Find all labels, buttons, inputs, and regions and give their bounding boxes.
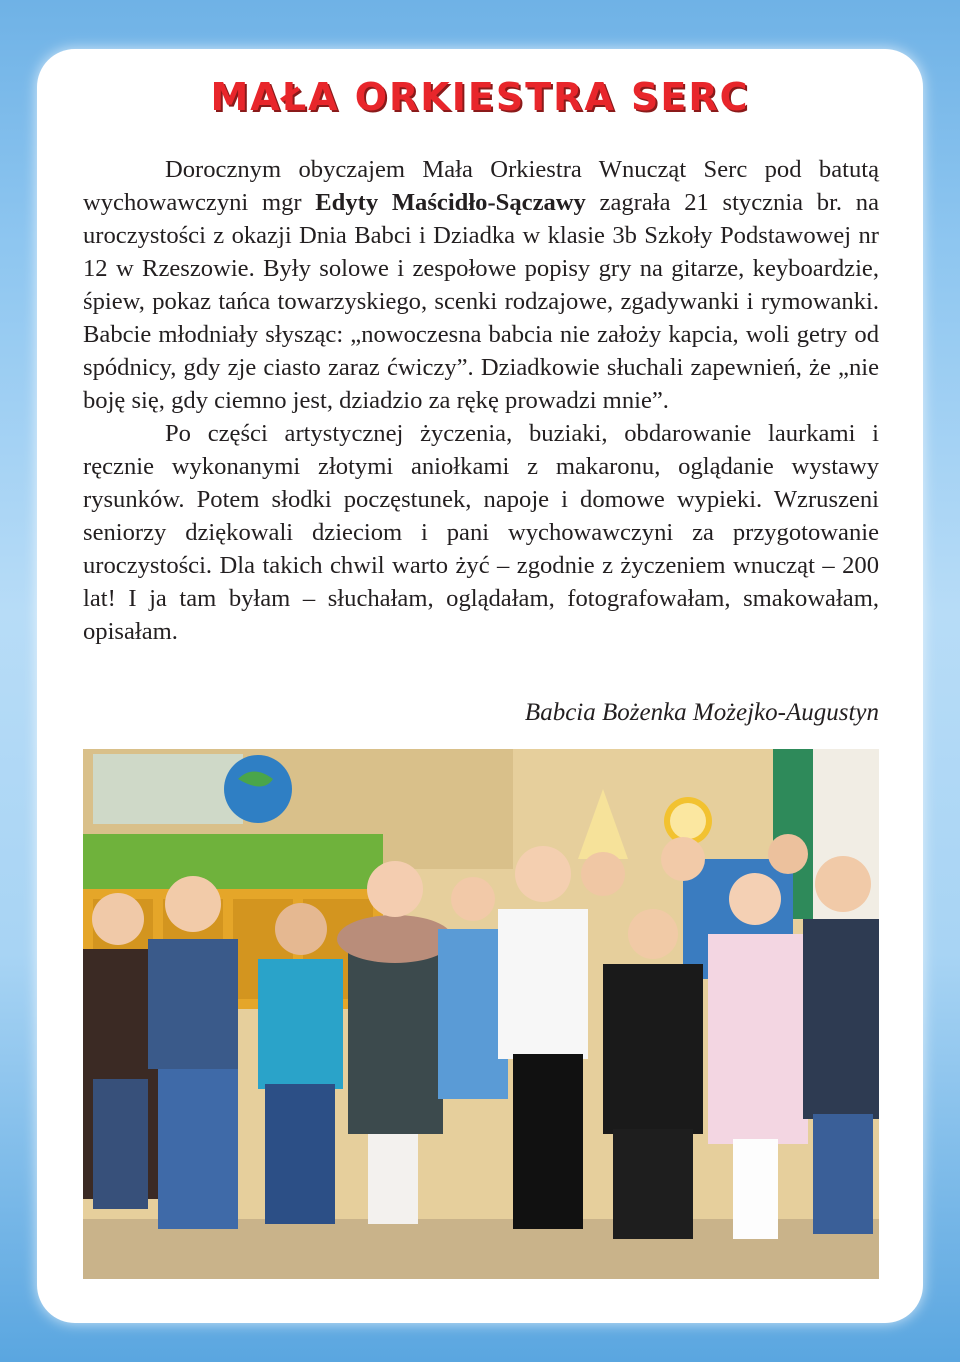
class-group-photo [83, 749, 879, 1279]
page-title: MAŁA ORKIESTRA SERC [210, 75, 750, 119]
paragraph-1 [83, 153, 879, 417]
group-photo-illustration [83, 749, 879, 1279]
paragraph-1-part-1: Dorocznym obyczajem Mała Orkiestra Wnucząt Serc pod batutą wychowawczyni mgr [83, 156, 879, 216]
paragraph-1-part-2: zagrała 21 stycznia br. na uroczystości z okazji Dnia Babci i Dziadka w klasie 3b Szkoły Podstawowej nr 12 w Rzeszowie. Były solowe i zespołowe popisy gry na gitarze, keyboardzie, śpiew, pokaz tańca towarzyskiego, scenki rodzajowe, zgadywanki i rymowanki. Babcie młodniały słysząc: „nowoczesna babcia nie założy kapcia, woli getry od spódnicy, gdy zje ciasto zaraz ćwiczy”. Dziadkowie słuchali zapewnień, że „nie boję się, gdy ciemno jest, dziadzio za rękę prowadzi mnie”. [83, 189, 879, 414]
page-card [37, 49, 923, 1323]
author-signature: Babcia Bożenka Możejko-Augustyn [524, 699, 879, 726]
teacher-name: Edyty Maścidło-Sączawy [315, 189, 586, 216]
paragraph-2: Po części artystycznej życzenia, buziaki, obdarowanie laurkami i ręcznie wykonanymi złotymi aniołkami z makaronu, oglądanie wystawy rysunków. Potem słodki poczęstunek, napoje i domowe wypieki. Wzruszeni seniorzy dziękowali dzieciom i pani wychowawczyni za przygotowanie uroczystości. Dla takich chwil warto żyć – zgodnie z życzeniem wnucząt – 200 lat! I ja tam byłam – słuchałam, oglądałam, fotografowałam, smakowałam, opisałam. [83, 420, 879, 645]
article-body [83, 153, 879, 648]
